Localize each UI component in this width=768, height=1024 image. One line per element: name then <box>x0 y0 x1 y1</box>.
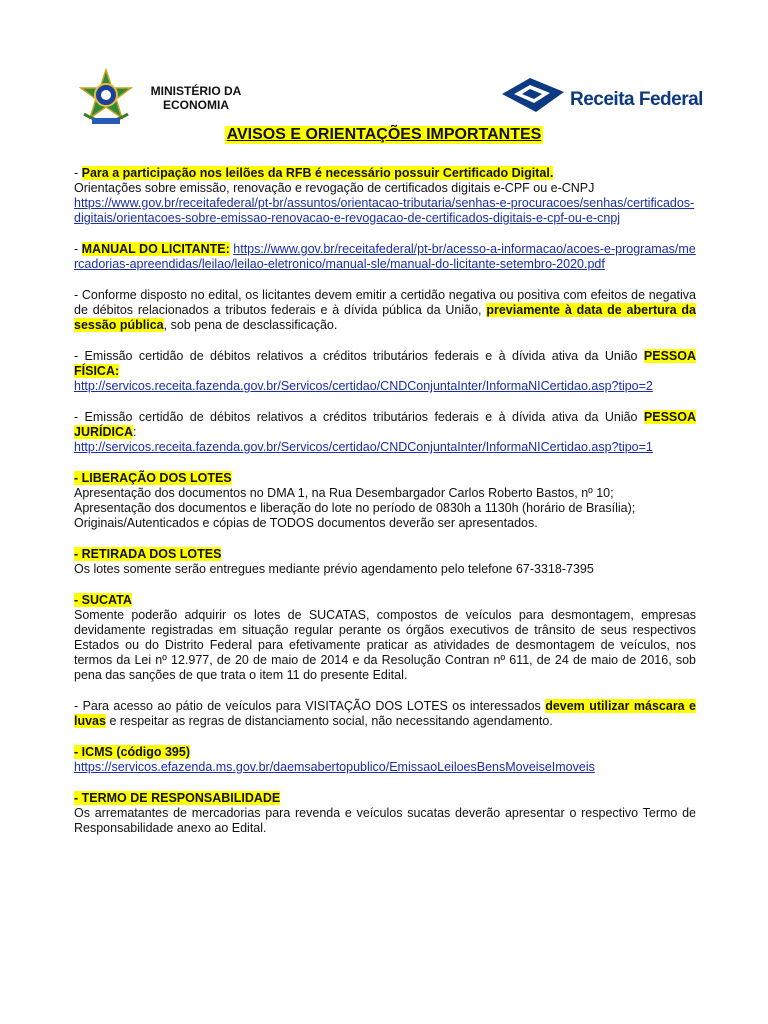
section-pessoa-fisica <box>74 349 696 394</box>
icms-link[interactable]: https://servicos.efazenda.ms.gov.br/daemsabertopublico/EmissaoLeiloesBensMoveiseImoveis <box>74 760 595 774</box>
title-area <box>0 126 768 144</box>
section-termo <box>74 791 696 836</box>
termo-text: Os arrematantes de mercadorias para revenda e veículos sucatas deverão apresentar o respectivo Termo de Responsabilidade anexo ao Edital. <box>74 806 696 835</box>
pf-link[interactable]: http://servicos.receita.fazenda.gov.br/Servicos/certidao/CNDConjuntaInter/InformaNICertidao.asp?tipo=2 <box>74 379 653 393</box>
certidao-highlight: previamente à data de abertura da sessão pública <box>74 303 696 332</box>
certificado-highlight: Para a participação nos leilões da RFB é necessário possuir Certificado Digital. <box>81 166 554 180</box>
liberacao-line-3: Originais/Autenticados e cópias de TODOS documentos deverão ser apresentados. <box>74 516 538 530</box>
ministry-line-2: ECONOMIA <box>163 98 229 112</box>
certidao-text: - Conforme disposto no edital, os licitantes devem emitir a certidão negativa ou positiva com efeitos de negativa de débitos relacionados a tributos federais e à dívida pública da União, <box>74 288 696 317</box>
section-liberacao <box>74 471 696 531</box>
section-icms <box>74 745 696 775</box>
retirada-text: Os lotes somente serão entregues mediante prévio agendamento pelo telefone 67-3318-7395 <box>74 562 594 576</box>
visitacao-text: - Para acesso ao pátio de veículos para VISITAÇÃO DOS LOTES os interessados <box>74 699 546 713</box>
manual-link[interactable]: https://www.gov.br/receitafederal/pt-br/acesso-a-informacao/acoes-e-programas/mercadorias-apreendidas/leilao/leilao-eletronico/manual-sle/manual-do-licitante-setembro-2020.pdf <box>74 242 696 271</box>
sucata-text: Somente poderão adquirir os lotes de SUCATAS, compostos de veículos para desmontagem, empresas devidamente registradas em situação regular perante os órgãos executivos de trânsito de seus respectivos Estados ou do Distrito Federal para efetivamente praticar as atividades de desmontagem de veículos, nos termos da Lei nº 12.977, de 20 de maio de 2014 e da Resolução Contran nº 611, de 24 de maio de 2016, sob pena das sanções de que trata o item 11 do presente Edital. <box>74 608 696 682</box>
section-visitacao <box>74 699 696 729</box>
pf-text: - Emissão certidão de débitos relativos a créditos tributários federais e à dívida ativa da União <box>74 349 644 363</box>
section-certidao <box>74 288 696 333</box>
certidao-text-after: , sob pena de desclassificação. <box>163 318 338 332</box>
certificado-text: Orientações sobre emissão, renovação e revogação de certificados digitais e-CPF ou e-CNPJ <box>74 181 595 195</box>
manual-label: MANUAL DO LICITANTE: <box>81 242 230 256</box>
sucata-heading: - SUCATA <box>74 593 132 607</box>
section-manual <box>74 242 696 272</box>
ministry-name <box>144 84 248 112</box>
icms-heading: - ICMS (código 395) <box>74 745 190 759</box>
retirada-heading: - RETIRADA DOS LOTES <box>74 547 222 561</box>
dash: - <box>74 166 82 180</box>
section-pessoa-juridica <box>74 410 696 455</box>
liberacao-line-2: Apresentação dos documentos e liberação do lote no período de 0830h a 1130h (horário de Brasília); <box>74 501 636 515</box>
section-retirada <box>74 547 696 577</box>
pf-label: PESSOA FÍSICA: <box>74 349 696 378</box>
receita-federal-symbol-icon <box>500 76 566 116</box>
receita-federal-wordmark: Receita Federal <box>570 89 703 110</box>
header <box>74 66 703 130</box>
ministry-line-1: MINISTÉRIO DA <box>150 84 242 98</box>
section-sucata <box>74 593 696 683</box>
termo-heading: - TERMO DE RESPONSABILIDADE <box>74 791 281 805</box>
receita-federal-logo <box>500 76 703 116</box>
pj-label: PESSOA JURÍDICA <box>74 410 696 439</box>
certificado-link[interactable]: https://www.gov.br/receitafederal/pt-br/assuntos/orientacao-tributaria/senhas-e-procuracoes/senhas/certificados-digitais/orientacoes-sobre-emissao-renovacao-e-revogacao-de-certificados-digitais-e-cpf-ou-e-cnpj <box>74 196 695 225</box>
pj-text: - Emissão certidão de débitos relativos a créditos tributários federais e à dívida ativa da União <box>74 410 644 424</box>
visitacao-text-after: e respeitar as regras de distanciamento social, não necessitando agendamento. <box>105 714 553 728</box>
visitacao-highlight: devem utilizar máscara e luvas <box>74 699 696 728</box>
pj-link[interactable]: http://servicos.receita.fazenda.gov.br/Servicos/certidao/CNDConjuntaInter/InformaNICertidao.asp?tipo=1 <box>74 440 653 454</box>
section-certificado <box>74 166 696 226</box>
coat-of-arms-icon <box>78 68 134 128</box>
page-title: AVISOS E ORIENTAÇÕES IMPORTANTES <box>226 126 542 143</box>
liberacao-heading: - LIBERAÇÃO DOS LOTES <box>74 471 232 485</box>
dash: - <box>74 242 82 256</box>
liberacao-line-1: Apresentação dos documentos no DMA 1, na Rua Desembargador Carlos Roberto Bastos, nº 10; <box>74 486 614 500</box>
notices-content <box>74 166 696 852</box>
pj-colon: : <box>133 425 137 439</box>
